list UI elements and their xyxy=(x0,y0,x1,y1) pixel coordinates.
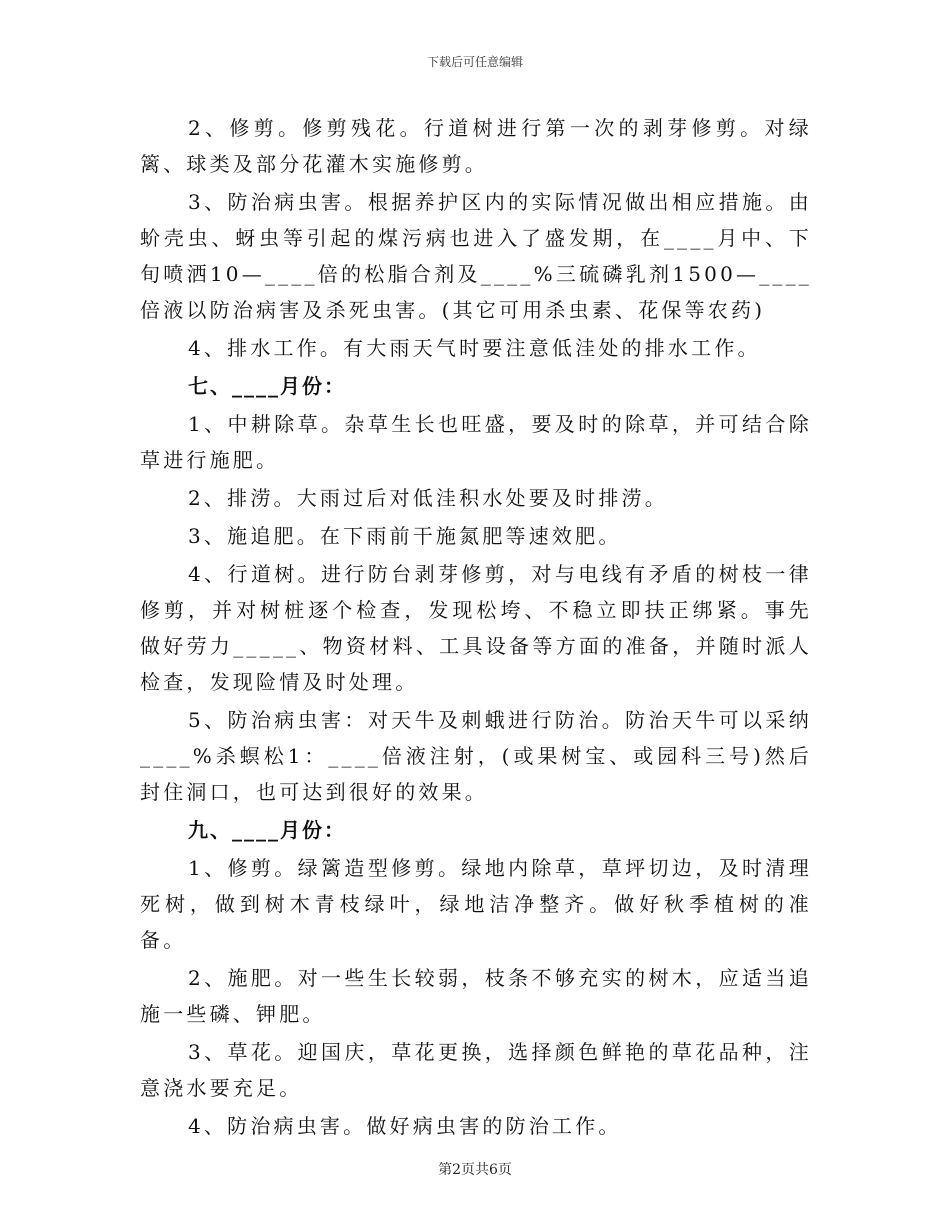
section-heading-nine: 九、____月份： xyxy=(188,818,346,842)
paragraph-street-trees: 4、行道树。进行防台剥芽修剪，对与电线有矛盾的树枝一律修剪，并对树桩逐个检查，发现松垮、不稳立即扶正绑紧。事先做好劳力_____、物资材料、工具设备等方面的准备，并随时派人检查，发现险情及时处理。 xyxy=(140,562,812,694)
paragraph-pruning: 2、修剪。修剪残花。行道树进行第一次的剥芽修剪。对绿篱、球类及部分花灌木实施修剪。 xyxy=(140,116,812,176)
paragraph-waterlogging: 2、排涝。大雨过后对低洼积水处要及时排涝。 xyxy=(188,486,668,510)
paragraph-fertilizing: 2、施肥。对一些生长较弱，枝条不够充实的树木，应适当追施一些磷、钾肥。 xyxy=(140,966,812,1026)
document-body xyxy=(140,110,812,1146)
paragraph-pest-control: 3、防治病虫害。根据养护区内的实际情况做出相应措施。由蚧壳虫、蚜虫等引起的煤污病也进入了盛发期，在____月中、下旬喷洒10—____倍的松脂合剂及____%三硫磷乳剂1500—____倍液以防治病害及杀死虫害。(其它可用杀虫素、花保等农药) xyxy=(140,190,812,322)
paragraph-hedge-pruning: 1、修剪。绿篱造型修剪。绿地内除草，草坪切边，及时清理死树，做到树木青枝绿叶，绿地洁净整齐。做好秋季植树的准备。 xyxy=(140,856,812,952)
paragraph-flowers: 3、草花。迎国庆，草花更换，选择颜色鲜艳的草花品种，注意浇水要充足。 xyxy=(140,1040,812,1100)
paragraph-weeding: 1、中耕除草。杂草生长也旺盛，要及时的除草，并可结合除草进行施肥。 xyxy=(140,412,812,472)
paragraph-drainage: 4、排水工作。有大雨天气时要注意低洼处的排水工作。 xyxy=(188,336,761,360)
header-note: 下载后可任意编辑 xyxy=(426,55,523,69)
paragraph-longhorn-control: 5、防治病虫害：对天牛及刺蛾进行防治。防治天牛可以采纳____%杀螟松1：____倍液注射，(或果树宝、或园科三号)然后封住洞口，也可达到很好的效果。 xyxy=(140,708,812,804)
section-heading-seven: 七、____月份： xyxy=(188,374,346,398)
paragraph-pest-prevention: 4、防治病虫害。做好病虫害的防治工作。 xyxy=(188,1114,622,1138)
page-number: 第2页共6页 xyxy=(438,1162,512,1178)
paragraph-top-dressing: 3、施追肥。在下雨前干施氮肥等速效肥。 xyxy=(188,524,622,548)
